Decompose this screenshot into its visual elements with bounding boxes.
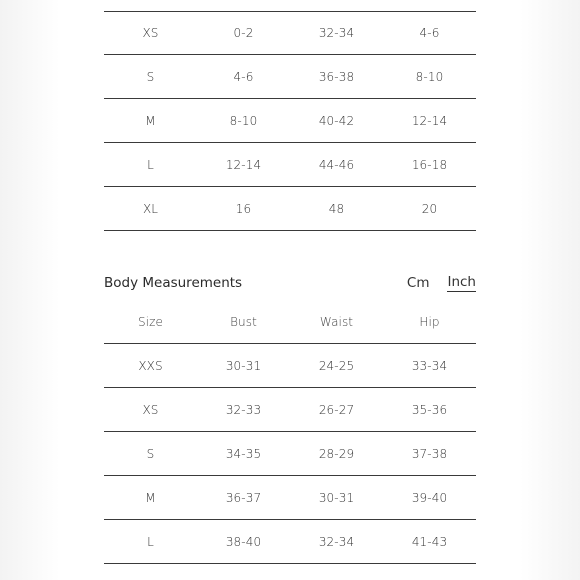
table-cell: 0-2 (233, 26, 254, 40)
table-cell: XL (142, 201, 159, 216)
table-cell: 8-10 (229, 113, 258, 128)
table-row (104, 187, 476, 231)
table-cell: 24-25 (318, 358, 355, 373)
table-cell: 44-46 (318, 157, 355, 172)
table-cell: 32-34 (318, 26, 355, 40)
table-cell: XXS (138, 358, 163, 373)
table-cell: S (146, 446, 155, 461)
column-header-size: Size (137, 314, 164, 329)
table-row (104, 520, 476, 564)
table-cell: XS (142, 26, 159, 40)
table-row (104, 55, 476, 99)
table-cell: XS (142, 402, 159, 417)
table-cell: 32-33 (225, 402, 262, 417)
column-header-hip: Hip (419, 314, 440, 329)
body-measurements-header (104, 268, 476, 298)
table-cell: 39-40 (411, 490, 448, 505)
table-cell: 26-27 (318, 402, 355, 417)
table-row (104, 388, 476, 432)
table-cell: 12-14 (225, 157, 262, 172)
table-cell: M (145, 490, 156, 505)
table-cell: 48 (328, 201, 345, 216)
unit-inch-button[interactable]: Inch (447, 274, 476, 290)
table-cell: 12-14 (411, 113, 448, 128)
table-header-row (104, 300, 476, 344)
table-cell: 16 (235, 201, 252, 216)
section-title: Body Measurements (104, 275, 243, 291)
table-row (104, 344, 476, 388)
table-row (104, 99, 476, 143)
table-cell: 36-38 (318, 69, 355, 84)
table-cell: 32-34 (318, 534, 355, 549)
table-cell: 37-38 (411, 446, 448, 461)
table-cell: 41-43 (411, 534, 448, 549)
table-cell: 36-37 (225, 490, 262, 505)
table-cell: 16-18 (411, 157, 448, 172)
column-header-waist: Waist (319, 314, 354, 329)
table-cell: M (145, 113, 156, 128)
table-cell: 33-34 (411, 358, 448, 373)
table-cell: 4-6 (419, 26, 440, 40)
table-row (104, 432, 476, 476)
body-measurements-table (104, 300, 476, 564)
table-cell: 38-40 (225, 534, 262, 549)
table-cell: 30-31 (318, 490, 355, 505)
unit-toggle (407, 274, 476, 292)
size-conversion-table (104, 11, 476, 231)
column-header-bust: Bust (230, 314, 257, 329)
table-cell: 20 (421, 201, 438, 216)
table-row (104, 11, 476, 55)
table-cell: 4-6 (233, 69, 254, 84)
table-cell: 35-36 (411, 402, 448, 417)
table-row (104, 143, 476, 187)
table-row (104, 476, 476, 520)
table-cell: 8-10 (415, 69, 444, 84)
table-cell: 28-29 (318, 446, 355, 461)
table-cell: L (147, 157, 154, 172)
table-cell: S (146, 69, 155, 84)
table-cell: 30-31 (225, 358, 262, 373)
unit-cm-button[interactable]: Cm (406, 275, 430, 291)
table-cell: 34-35 (225, 446, 262, 461)
table-cell: L (147, 534, 154, 549)
table-cell: 40-42 (318, 113, 355, 128)
